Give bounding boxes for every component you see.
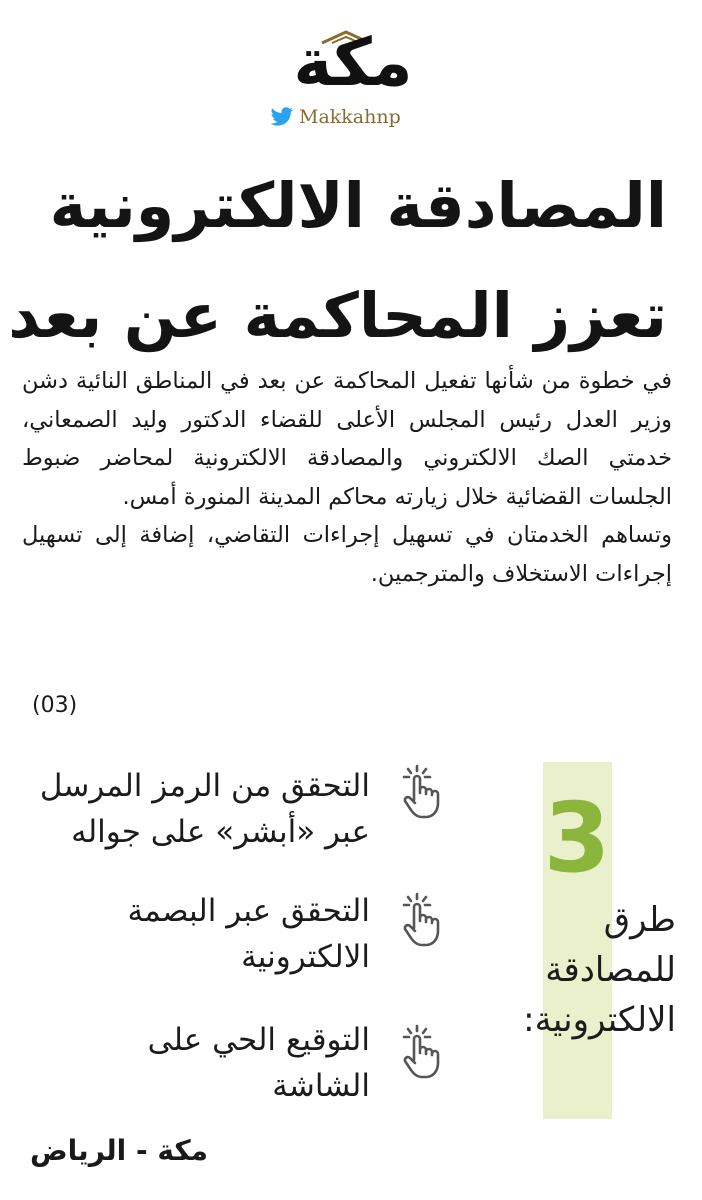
sidebar-caption-line-2: للمصادقة	[545, 950, 676, 990]
newspaper-logo: مكة	[293, 24, 413, 101]
method-3-line-1: التوقيع الحي على	[147, 1022, 370, 1058]
tap-hand-icon	[395, 890, 445, 948]
article-paragraph-2: وتساهم الخدمتان في تسهيل إجراءات التقاضي، إضافة إلى تسهيل إجراءات الاستخلاف والمترجمين.	[22, 522, 672, 587]
tap-hand-icon	[395, 762, 445, 820]
tap-hand-icon	[395, 1022, 445, 1080]
twitter-handle-text: Makkahnp	[299, 106, 401, 128]
methods-count-number: 3	[543, 782, 611, 894]
article-paragraph-1: في خطوة من شأنها تفعيل المحاكمة عن بعد في المناطق النائية دشن وزير العدل رئيس المجلس الأعلى للقضاء الدكتور وليد الصمعاني، خدمتي الصك الالكتروني والمصادقة الالكترونية لمحاضر ضبوط الجلسات القضائية خلال زيارته محاكم المدينة المنورة أمس.	[22, 368, 672, 510]
article-reference-code: (03)	[32, 693, 78, 718]
sidebar-caption	[476, 895, 676, 1045]
headline-line-2: تعزز المحاكمة عن بعد	[8, 279, 667, 352]
twitter-bird-icon	[270, 107, 294, 127]
method-2-line-1: التحقق عبر البصمة	[127, 893, 370, 929]
twitter-handle-row	[270, 104, 440, 130]
method-1-line-2: عبر «أبشر» على جواله	[71, 814, 370, 850]
method-2-line-2: الالكترونية	[241, 939, 370, 975]
sidebar-caption-line-1: طرق	[603, 900, 676, 940]
headline-line-1: المصادقة الالكترونية	[49, 169, 667, 242]
method-item-live-signature	[10, 1017, 370, 1109]
method-item-fingerprint	[10, 888, 370, 980]
sidebar-caption-line-3: الالكترونية:	[523, 1000, 676, 1040]
byline: مكة - الرياض	[30, 1134, 208, 1167]
method-1-line-1: التحقق من الرمز المرسل	[39, 768, 370, 804]
method-3-line-2: الشاشة	[272, 1068, 370, 1104]
article-body	[22, 362, 672, 593]
method-item-sms-code	[10, 763, 370, 855]
